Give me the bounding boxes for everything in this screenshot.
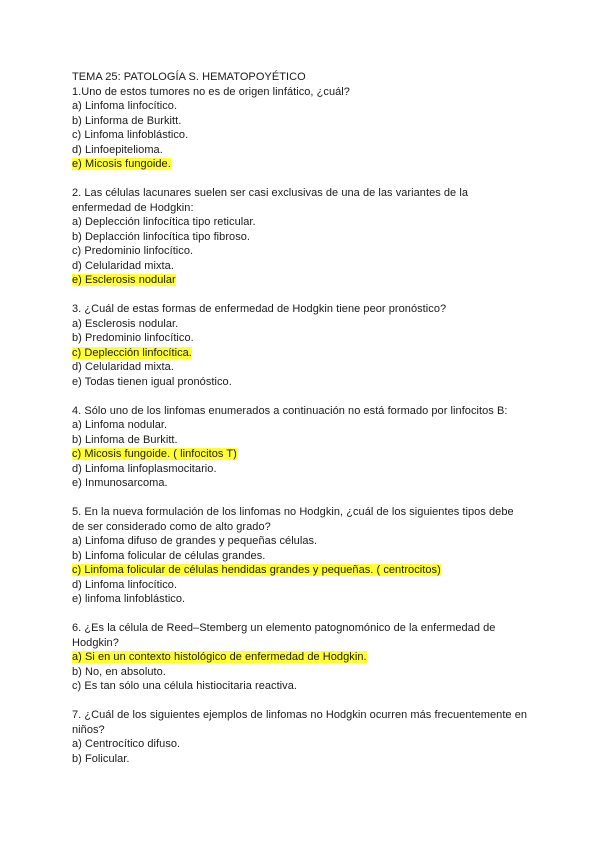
answer-option-text: b) Folicular. [72,752,130,765]
question-4 [72,404,542,491]
question-1 [72,85,542,172]
answer-option-text: d) Celularidad mixta. [72,259,174,272]
answer-option-text: e) Esclerosis nodular [72,274,176,286]
question-list [72,85,542,767]
answer-option-text: d) Linfoma linfoplasmocitario. [72,462,217,475]
answer-option [72,737,542,752]
answer-option-text: d) Linfoma linfocítico. [72,578,178,591]
question-stem: enfermedad de Hodgkin: [72,201,194,214]
answer-option [72,752,542,767]
answer-option-text: b) Linforma de Burkitt. [72,114,182,127]
answer-option [72,418,542,433]
answer-option [72,375,542,390]
answer-option-highlighted [72,447,542,462]
answer-option [72,534,542,549]
answer-option-text: b) Deplacción linfocítica tipo fibroso. [72,230,251,243]
answer-option [72,99,542,114]
question-stem: 1.Uno de estos tumores no es de origen linfático, ¿cuál? [72,85,350,98]
question-5 [72,505,542,607]
question-3 [72,302,542,389]
answer-option-text: c) Micosis fungoide. ( linfocitos T) [72,448,237,460]
answer-option-text: e) Inmunosarcoma. [72,477,168,489]
answer-option-highlighted [72,157,542,172]
question-stem: Hodgkin? [72,636,119,649]
question-stem: de ser considerado como de alto grado? [72,520,271,533]
question-stem: 7. ¿Cuál de los siguientes ejemplos de linfomas no Hodgkin ocurren más frecuentemente en [72,709,528,721]
answer-option [72,360,542,375]
answer-option-text: e) Todas tienen igual pronóstico. [72,375,232,388]
answer-option-text: a) Esclerosis nodular. [72,317,179,330]
answer-option-highlighted [72,273,542,288]
answer-option [72,331,542,346]
answer-option [72,462,542,477]
answer-option-text: d) Celularidad mixta. [72,361,174,373]
question-2 [72,186,542,288]
document-content [72,70,542,781]
answer-option [72,259,542,274]
answer-option [72,114,542,129]
question-7 [72,708,542,766]
answer-option [72,549,542,564]
question-stem: 6. ¿Es la célula de Reed–Stemberg un elemento patognomónico de la enfermedad de [72,622,496,634]
answer-option [72,592,542,607]
answer-option-text: a) Centrocítico difuso. [72,738,181,750]
question-stem: 2. Las células lacunares suelen ser casi exclusivas de una de las variantes de la [72,187,468,199]
answer-option-text: a) Linfoma nodular. [72,419,168,431]
answer-option-text: b) Linfoma de Burkitt. [72,433,178,446]
answer-option-text: b) Linfoma folicular de células grandes. [72,549,266,562]
answer-option-text: a) Linfoma linfocítico. [72,100,178,112]
question-stem: 3. ¿Cuál de estas formas de enfermedad de Hodgkin tiene peor pronóstico? [72,303,447,315]
answer-option-text: c) Linfoma folicular de células hendidas grandes y pequeñas. ( centrocitos) [72,564,441,576]
answer-option-text: c) Linfoma linfoblástico. [72,129,189,141]
answer-option [72,143,542,158]
answer-option-text: c) Es tan sólo una célula histiocitaria reactiva. [72,680,298,692]
answer-option-text: b) Predominio linfocítico. [72,332,194,344]
answer-option-text: c) Deplección linfocítica. [72,346,192,359]
answer-option [72,578,542,593]
answer-option [72,476,542,491]
answer-option-text: d) Linfoepitelioma. [72,143,163,156]
answer-option-text: a) Linfoma difuso de grandes y pequeñas células. [72,535,318,547]
answer-option [72,244,542,259]
answer-option [72,230,542,245]
answer-option-text: a) Si en un contexto histológico de enfermedad de Hodgkin. [72,651,367,663]
answer-option-text: e) linfoma linfoblástico. [72,593,186,605]
question-stem: 5. En la nueva formulación de los linfomas no Hodgkin, ¿cuál de los siguientes tipos debe [72,506,514,518]
answer-option [72,215,542,230]
answer-option-highlighted [72,650,542,665]
question-stem: 4. Sólo uno de los linfomas enumerados a continuación no está formado por linfocitos B: [72,404,508,417]
answer-option [72,433,542,448]
question-6 [72,621,542,694]
answer-option-text: a) Deplección linfocítica tipo reticular. [72,216,256,228]
answer-option [72,317,542,332]
answer-option-text: c) Predominio linfocítico. [72,245,194,257]
answer-option-text: b) No, en absoluto. [72,665,166,678]
answer-option-text: e) Micosis fungoide. [72,158,171,170]
answer-option [72,679,542,694]
answer-option [72,665,542,680]
answer-option-highlighted [72,346,542,361]
question-stem: niños? [72,723,105,736]
document-title: TEMA 25: PATOLOGÍA S. HEMATOPOYÉTICO [72,71,306,83]
answer-option-highlighted [72,563,542,578]
answer-option [72,128,542,143]
